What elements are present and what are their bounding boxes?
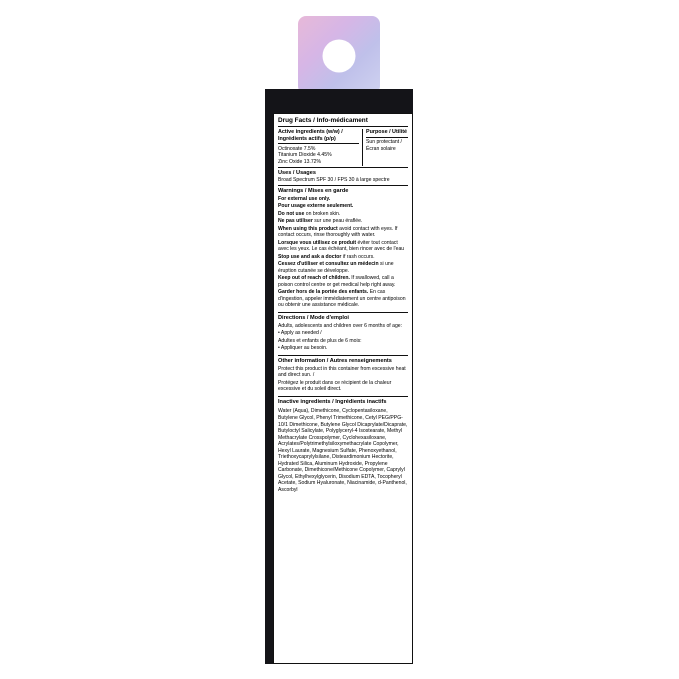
purpose-value: Sun protectant / Écran solaire xyxy=(366,139,402,152)
divider xyxy=(278,126,408,127)
drug-facts-title: Drug Facts / Info-médicament xyxy=(278,117,368,124)
warning-bold: For external use only. xyxy=(278,195,331,202)
warning-text: on broken skin. xyxy=(304,210,341,217)
divider xyxy=(278,355,408,356)
warning-text: éviter tout contact avec les yeux. Le cas échéant, bien rincer avec de l'eau xyxy=(278,239,405,253)
warning-bold: Stop use and ask a doctor xyxy=(278,253,342,260)
warning-bold: Ne pas utiliser xyxy=(278,218,313,225)
directions-header: Directions / Mode d'emploi xyxy=(278,314,349,321)
warning-bold: Lorsque vous utilisez ce produit xyxy=(278,239,357,246)
active-ingredient-row: Titanium Dioxide 4.45% xyxy=(278,152,332,159)
warning-bold: When using this product xyxy=(278,225,338,232)
divider xyxy=(278,167,408,168)
warning-text: If swallowed, call a poison control centre or get medical help right away. xyxy=(278,275,396,288)
warning-text: En cas d'ingestion, appeler immédiatement un centre antipoison ou obtenir une assistance médicale. xyxy=(278,289,406,309)
other-information-line: Protect this product in this container from excessive heat and direct sun. / xyxy=(278,365,406,379)
warning-bold: Garder hors de la portée des enfants. xyxy=(278,289,369,296)
product-package xyxy=(265,16,413,664)
inactive-ingredients-header: Inactive ingredients / Ingrédients inactifs xyxy=(278,398,387,405)
warning-bold: Keep out of reach of children. xyxy=(278,275,350,282)
divider xyxy=(278,143,359,144)
package-cap xyxy=(298,16,380,94)
directions-line: Adultes et enfants de plus de 6 mois: xyxy=(278,337,362,344)
active-ingredients-table xyxy=(278,129,408,166)
directions-line: • Apply as needed / xyxy=(278,330,322,337)
warning-text: si une éruption cutanée se développe. xyxy=(278,261,394,274)
directions-line: Adults, adolescents and children over 6 months of age: xyxy=(278,322,403,329)
other-information-header: Other information / Autres renseignements xyxy=(278,357,392,364)
active-ingredient-row: Octinoxate 7.5% xyxy=(278,145,316,152)
uses-text: Broad Spectrum SPF 30 / FPS 30 à large spectre xyxy=(278,177,390,184)
uses-header: Uses / Usages xyxy=(278,169,316,176)
divider xyxy=(366,137,408,138)
warning-bold: Cessez d'utiliser et consultez un médecin xyxy=(278,261,379,268)
cap-hang-hole xyxy=(323,40,356,73)
warnings-list xyxy=(278,196,408,309)
warnings-header: Warnings / Mises en garde xyxy=(278,187,349,194)
drug-facts-panel xyxy=(273,113,413,664)
warning-text: if rash occurs. xyxy=(341,253,375,260)
directions-line: • Appliquer au besoin. xyxy=(278,345,328,352)
divider xyxy=(278,185,408,186)
warning-text: sur une peau éraflée. xyxy=(312,218,363,225)
warning-bold: Pour usage externe seulement. xyxy=(278,203,354,210)
active-ingredient-row: Zinc Oxide 13.72% xyxy=(278,158,322,165)
warning-text: avoid contact with eyes. If contact occurs, rinse thoroughly with water. xyxy=(278,225,398,239)
warning-bold: Do not use xyxy=(278,210,305,217)
other-information-line: Protégez le produit dans ce récipient de la chaleur excessive et du soleil direct. xyxy=(278,379,392,393)
divider xyxy=(278,396,408,397)
purpose-header: Purpose / Utilité xyxy=(366,129,408,135)
carton-body xyxy=(265,89,413,664)
inactive-ingredients-text: Water (Aqua), Dimethicone, Cyclopentasiloxane, Butylene Glycol, Phenyl Trimethicone, Cetyl PEG/PPG-10/1 Dimethicone, Butylene Glycol Dicaprylate/Dicaprate, Butyloctyl Salicylate, Polyglyceryl-4 Isostearate, Methyl Methacrylate Crosspolymer, Cyclohexasiloxane, Acrylates/Polytrimethylsiloxymethacrylate Copolymer, Hexyl Laurate, Magnesium Sulfate, Phenoxyethanol, Triethoxycaprylylsilane, Disteardimonium Hectorite, Hydrated Silica, Aluminum Hydroxide, Propylene Carbonate, Dimethicone/Methicone Copolymer, Caprylyl Glycol, Ethylhexylglycerin, Disodium EDTA, Tocopheryl Acetate, Sodium Hyaluronate, Niacinamide, d-Panthenol, Ascorbyl xyxy=(278,408,408,493)
active-ingredients-header: Active ingredients (w/w) / Ingrédients actifs (p/p) xyxy=(278,129,343,142)
divider xyxy=(278,312,408,313)
